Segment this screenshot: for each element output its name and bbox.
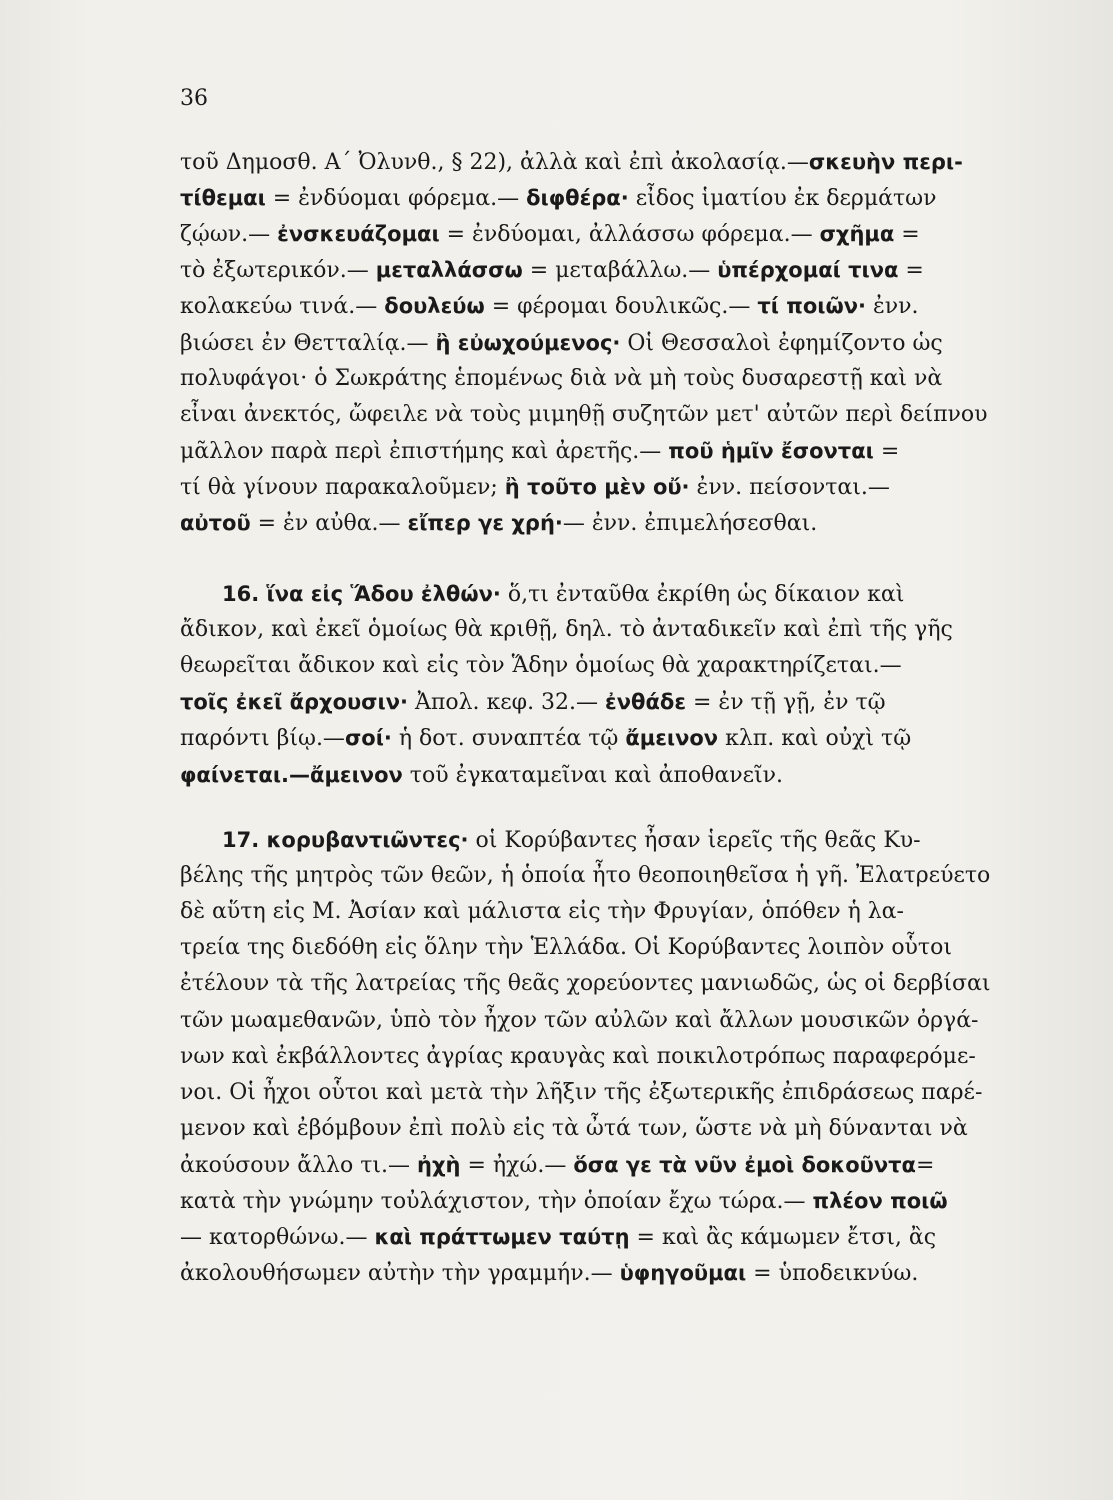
gloss-text: ἄδικον, καὶ ἐκεῖ ὁμοίως θὰ κριθῇ, δηλ. τὸ ἀνταδικεῖν καὶ ἐπὶ τῆς γῆς [180,617,953,643]
text-line [180,399,1025,431]
text-line [180,1077,1025,1109]
text-line [180,968,1025,1000]
text-line [180,860,1025,892]
gloss-text: = [898,258,924,284]
text-line [222,824,1025,857]
lemma-term: διφθέρα· [526,186,629,211]
lemma-term: ὑπέρχομαί τινα [717,258,899,283]
gloss-text: = ἐν τῇ γῇ, ἐν τῷ [686,690,886,716]
text-line [180,1185,1025,1218]
gloss-text: μᾶλλον παρὰ περὶ ἐπιστήμης καὶ ἀρετῆς.— [180,438,669,464]
text-line [180,182,1025,215]
text-line [180,435,1025,468]
gloss-text: = ἐν αὐθα.— [250,511,408,536]
gloss-text: = ἠχώ.— [460,1152,574,1178]
text-line [180,471,1025,504]
gloss-text: = [873,438,900,464]
gloss-text: εἶναι ἀνεκτός, ὤφειλε νὰ τοὺς μιμηθῇ συζητῶν μετ' αὐτῶν περὶ δείπνου [180,401,988,427]
text-line [180,1149,1025,1182]
gloss-text: ζῴων.— [180,222,278,248]
page-number: 36 [180,86,208,111]
lemma-term: 16. ἵνα εἰς Ἅδου ἐλθών· [222,582,501,606]
lemma-term: φαίνεται.—ἄμεινον [180,762,403,787]
gloss-text: κολακεύω τινά.— [180,294,385,320]
lemma-term: 17. κορυβαντιῶντες· [222,828,469,852]
text-line [180,896,1025,928]
lemma-term: ἠχὴ [417,1152,461,1177]
gloss-text: βιώσει ἐν Θετταλίᾳ.— [180,330,436,356]
text-line [180,722,1025,755]
gloss-text: = φέρομαι δουλικῶς.— [484,294,758,320]
text-line [180,218,1025,251]
gloss-text: — κατορθώνω.— [180,1225,375,1251]
gloss-text: Οἱ Θεσσαλοὶ ἐφημίζοντο ὡς [620,330,943,356]
gloss-text: οἱ Κορύβαντες ἦσαν ἱερεῖς τῆς θεᾶς Κυ- [468,828,921,853]
lemma-term: εἴπερ γε χρή· [407,511,563,535]
lemma-term: μεταλλάσσω [375,258,523,283]
gloss-text: βέλης τῆς μητρὸς τῶν θεῶν, ἡ ὁποία ἦτο θεοποιηθεῖσα ἡ γῆ. Ἐλατρεύετο [180,863,991,889]
gloss-text: τρεία της διεδόθη εἰς ὅλην τὴν Ἑλλάδα. Οἱ Κορύβαντες λοιπὸν οὗτοι [180,935,952,961]
gloss-text: = καὶ ἂς κάμωμεν ἔτσι, ἂς [629,1225,937,1251]
gloss-text: ἡ δοτ. συναπτέα τῷ [391,726,626,752]
text-line [180,1221,1025,1254]
gloss-text: ἐνν. [865,294,919,320]
text-line [180,614,1025,646]
text-line [180,1041,1025,1073]
gloss-text: νοι. Οἱ ἦχοι οὗτοι καὶ μετὰ τὴν λῆξιν τῆς ἐξωτερικῆς ἐπιδράσεως παρέ- [180,1079,983,1105]
text-line [180,1005,1025,1037]
text-line [180,507,1025,540]
lemma-term: ποῦ ἡμῖν ἔσονται [668,438,874,463]
gloss-text: = [894,222,920,248]
gloss-text: τῶν μωαμεθανῶν, ὑπὸ τὸν ἦχον τῶν αὐλῶν καὶ ἄλλων μουσικῶν ὀργά- [180,1007,979,1033]
lemma-term: αὐτοῦ [180,511,251,535]
gloss-text: μενον καὶ ἐβόμβουν ἐπὶ πολὺ εἰς τὰ ὦτά των, ὥστε νὰ μὴ δύνανται νὰ [180,1115,968,1141]
gloss-text: πολυφάγοι· ὁ Σωκράτης ἑπομένως διὰ νὰ μὴ τοὺς δυσαρεστῇ καὶ νὰ [180,365,943,391]
text-line [180,146,1025,179]
lemma-term: ἐνσκευάζομαι [277,222,440,247]
lemma-term: σκευὴν περι- [808,150,963,174]
gloss-text: = ὑποδεικνύω. [746,1261,919,1287]
lemma-term: τίθεμαι [180,186,266,211]
text-line [180,759,1025,792]
gloss-text: τοῦ Δημοσθ. Α΄ Ὀλυνθ., § 22), ἀλλὰ καὶ ἐπὶ ἀκολασίᾳ.— [180,150,809,175]
lemma-term: σοί· [344,726,392,751]
lemma-term: καὶ πράττωμεν ταύτῃ [374,1225,630,1250]
text-line [180,1113,1025,1145]
text-line [180,932,1025,964]
text-line [180,254,1025,287]
gloss-text: νων καὶ ἐκβάλλοντες ἀγρίας κραυγὰς καὶ ποικιλοτρόπως παραφερόμε- [180,1043,976,1069]
gloss-text: ἐνν. πείσονται.— [689,474,890,500]
gloss-text: ἐτέλουν τὰ τῆς λατρείας τῆς θεᾶς χορεύοντες μανιωδῶς, ὡς οἱ δερβίσαι [180,971,991,997]
text-line [180,686,1025,719]
gloss-text: τί θὰ γίνουν παρακαλοῦμεν; [180,474,505,500]
lemma-term: ἢ τοῦτο μὲν οὔ· [504,474,690,499]
lemma-term: σχῆμα [819,222,895,247]
lemma-term: τοῖς ἐκεῖ ἄρχουσιν· [180,690,408,715]
lemma-term: ὅσα γε τὰ νῦν ἐμοὶ δοκοῦντα [573,1152,916,1177]
lemma-term: ἢ εὐωχούμενος· [435,330,621,355]
gloss-text: = ἐνδύομαι φόρεμα.— [265,186,527,212]
gloss-text: — ἐνν. ἐπιμελήσεσθαι. [562,511,818,536]
gloss-text: κλπ. καὶ οὐχὶ τῷ [718,726,912,752]
gloss-text: κατὰ τὴν γνώμην τοὐλάχιστον, τὴν ὁποίαν ἔχω τώρα.— [180,1189,813,1214]
gloss-text: δὲ αὕτη εἰς Μ. Ἀσίαν καὶ μάλιστα εἰς τὴν Φρυγίαν, ὁπόθεν ἡ λα- [180,899,904,925]
text-line [180,1257,1025,1290]
gloss-text: ἀκολουθήσωμεν αὐτὴν τὴν γραμμήν.— [180,1261,620,1287]
text-line [180,290,1025,323]
lemma-term: ὑφηγοῦμαι [619,1261,747,1286]
lemma-term: πλέον ποιῶ [812,1189,948,1213]
gloss-text: παρόντι βίῳ.— [180,726,345,752]
gloss-text: Ἀπολ. κεφ. 32.— [408,690,606,716]
gloss-text: = ἐνδύομαι, ἀλλάσσω φόρεμα.— [439,222,820,248]
text-line [180,327,1025,360]
lemma-term: ἄμεινον [625,726,719,751]
gloss-text: = [915,1152,935,1178]
gloss-text: θεωρεῖται ἄδικον καὶ εἰς τὸν Ἅδην ὁμοίως θὰ χαρακτηρίζεται.— [180,653,902,679]
gloss-text: εἶδος ἱματίου ἐκ δερμάτων [628,186,937,212]
lemma-term: ἐνθάδε [605,690,687,715]
text-line [180,650,1025,682]
gloss-text: τοῦ ἐγκαταμεῖναι καὶ ἀποθανεῖν. [402,762,783,788]
gloss-text: τὸ ἐξωτερικόν.— [180,258,376,284]
lemma-term: δουλεύω [384,294,485,319]
lemma-term: τί ποιῶν· [757,294,866,319]
gloss-text: ἀκούσουν ἄλλο τι.— [180,1152,417,1178]
text-line [222,578,1025,611]
text-line [180,363,1025,395]
gloss-text: = μεταβάλλω.— [522,258,718,284]
gloss-text: ὅ,τι ἐνταῦθα ἐκρίθη ὡς δίκαιον καὶ [500,582,905,607]
